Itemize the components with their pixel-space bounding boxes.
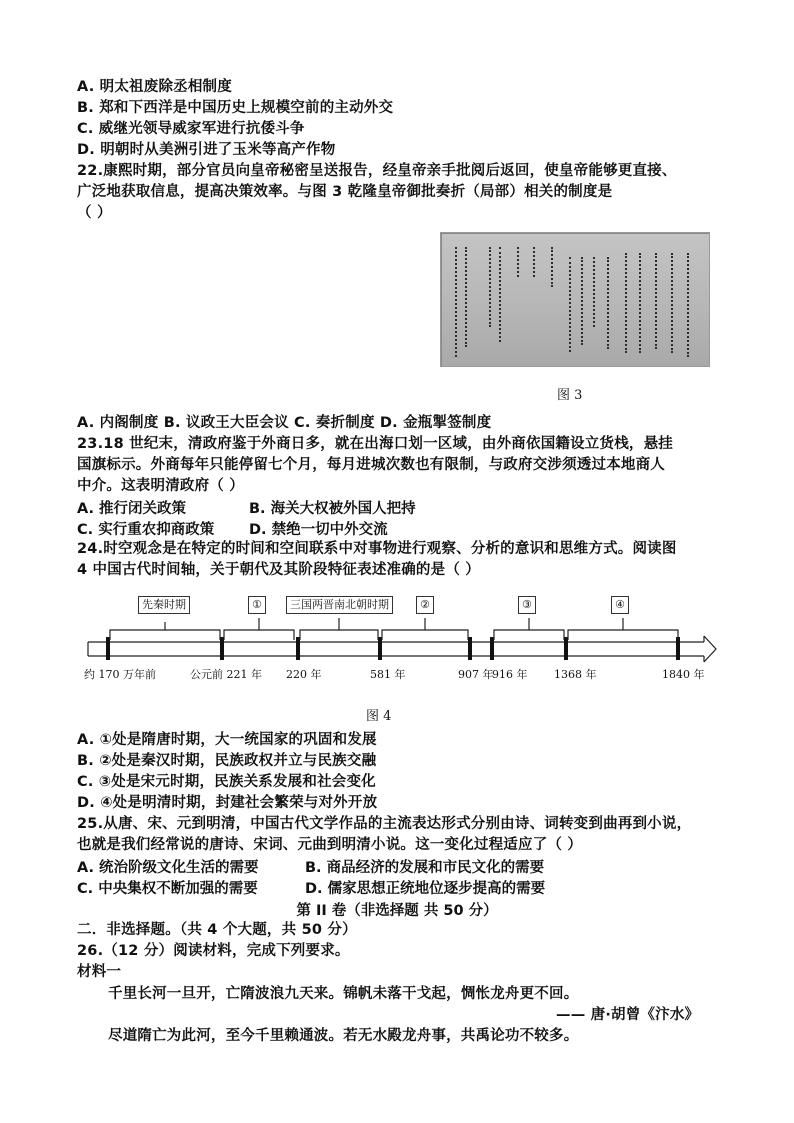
q22-stem-line3: （ ） [77, 205, 112, 221]
q21-option-b: B. 郑和下西洋是中国历史上规模空前的主动外交 [77, 100, 394, 116]
q23-stem-line2: 国旗标示。外商每年只能停留七个月，每月进城次数也有限制，与政府交涉须透过本地商人 [77, 457, 665, 473]
figure-4-timeline [80, 590, 720, 690]
q24-option-c: C. ③处是宋元时期，民族关系发展和社会变化 [77, 774, 376, 790]
timeline-segment-pre-qin: 先秦时期 [138, 596, 190, 614]
q23-option-d: D. 禁绝一切中外交流 [249, 522, 388, 538]
q24-stem-line1: 24.时空观念是在特定的时间和空间联系中对事物进行观察、分析的意识和思维方式。阅读图 [77, 541, 677, 557]
q25-stem-line2: 也就是我们经常说的唐诗、宋词、元曲到明清小说。这一变化过程适应了（ ） [77, 837, 583, 853]
figure-3-memorial-image [440, 232, 710, 367]
poem-1: 千里长河一旦开，亡隋波浪九天来。锦帆未落干戈起，惆怅龙舟更不回。 [108, 986, 579, 1002]
q23-options-row2 [77, 518, 717, 538]
q22-options: A. 内阁制度 B. 议政王大臣会议 C. 奏折制度 D. 金瓶掣签制度 [77, 415, 492, 431]
poem-1-source: —— 唐·胡曾《汴水》 [556, 1007, 700, 1023]
material-1-label: 材料一 [77, 964, 122, 980]
q24-option-b: B. ②处是秦汉时期，民族政权并立与民族交融 [77, 753, 377, 769]
q24-stem-line2: 4 中国古代时间轴，关于朝代及其阶段特征表述准确的是（ ） [77, 562, 480, 578]
timeline-segment-3: ③ [518, 596, 536, 614]
timeline-tick-label: 916 年 [492, 668, 528, 681]
timeline-segment-1: ① [248, 596, 266, 614]
q23-option-b: B. 海关大权被外国人把持 [249, 501, 416, 517]
poem-2: 尽道隋亡为此河，至今千里赖通波。若无水殿龙舟事，共禹论功不较多。 [108, 1028, 579, 1044]
section-2-heading: 二．非选择题。（共 4 个大题，共 50 分） [77, 922, 357, 938]
q25-stem-line1: 25.从唐、宋、元到明清，中国古代文学作品的主流表达形式分别由诗、词转变到曲再到小说， [77, 816, 692, 832]
q23-stem-line1: 23.18 世纪末，清政府鉴于外商日多，就在出海口划一区域，由外商依国籍设立货栈，悬挂 [77, 436, 674, 452]
timeline-tick-label: 907 年 [458, 668, 494, 681]
q25-options-row2 [77, 877, 717, 897]
timeline-tick-label: 1368 年 [554, 668, 597, 681]
q21-option-c: C. 威继光领导威家军进行抗倭斗争 [77, 121, 305, 137]
figure-4-caption: 图 4 [366, 709, 392, 724]
timeline-tick-label: 公元前 221 年 [190, 668, 262, 681]
q23-options-row1 [77, 497, 717, 517]
timeline-tick-label: 约 170 万年前 [84, 668, 156, 681]
q23-option-a: A. 推行闭关政策 [77, 501, 187, 517]
q25-option-a: A. 统治阶级文化生活的需要 [77, 860, 259, 876]
q25-option-b: B. 商品经济的发展和市民文化的需要 [305, 860, 545, 876]
q23-option-c: C. 实行重农抑商政策 [77, 522, 215, 538]
q25-option-d: D. 儒家思想正统地位逐步提高的需要 [305, 881, 546, 897]
timeline-tick-label: 1840 年 [662, 668, 705, 681]
figure-3-caption: 图 3 [557, 388, 583, 403]
q22-stem-line1: 22.康熙时期，部分官员向皇帝秘密呈送报告，经皇帝亲手批阅后返回，使皇帝能够更直接、 [77, 163, 677, 179]
timeline-segment-4: ④ [611, 596, 629, 614]
q24-option-a: A. ①处是隋唐时期，大一统国家的巩固和发展 [77, 732, 377, 748]
q25-options-row1 [77, 856, 717, 876]
q25-option-c: C. 中央集权不断加强的需要 [77, 881, 258, 897]
timeline-tick-label: 220 年 [286, 668, 322, 681]
q21-option-d: D. 明朝时从美洲引进了玉米等高产作物 [77, 142, 336, 158]
timeline-segment-2: ② [416, 596, 434, 614]
q21-option-a: A. 明太祖废除丞相制度 [77, 79, 232, 95]
q23-stem-line3: 中介。这表明清政府（ ） [77, 478, 244, 494]
q26-stem: 26.（12 分）阅读材料，完成下列要求。 [77, 943, 350, 959]
q22-stem-line2: 广泛地获取信息，提高决策效率。与图 3 乾隆皇帝御批奏折（局部）相关的制度是 [77, 184, 613, 200]
timeline-segment-three-kingdoms: 三国两晋南北朝时期 [286, 596, 393, 614]
timeline-tick-label: 581 年 [370, 668, 406, 681]
section-2-title: 第 II 卷（非选择题 共 50 分） [296, 903, 498, 919]
q24-option-d: D. ④处是明清时期，封建社会繁荣与对外开放 [77, 795, 378, 811]
